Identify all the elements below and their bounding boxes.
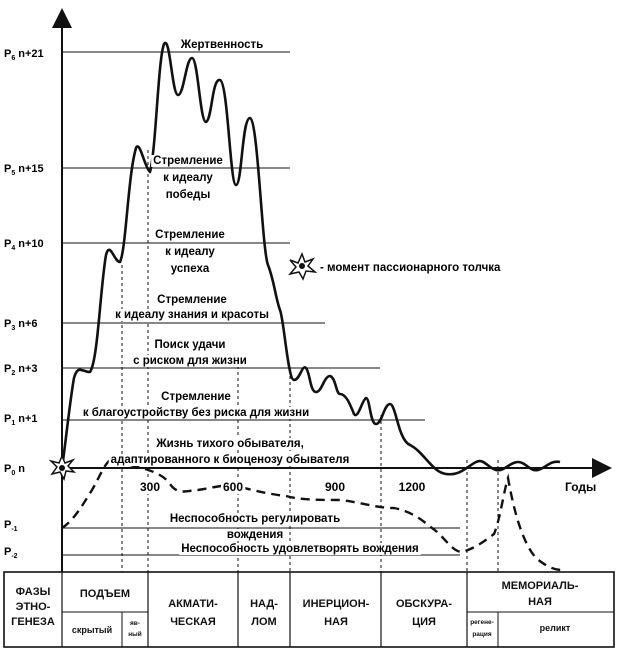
level-p2: $P_2$ n+3 bbox=[4, 363, 38, 377]
phase-nadlom-1: НАД- bbox=[250, 598, 278, 610]
level-p4: $P_4$ n+10 bbox=[4, 238, 44, 252]
label-victory-2: к идеалу bbox=[163, 172, 213, 184]
legend-star-burst-icon bbox=[290, 254, 315, 279]
phases-header-3: ГЕНЕЗА bbox=[11, 616, 55, 628]
level-p1: $P_1$ n+1 bbox=[4, 413, 38, 427]
tick-900: 900 bbox=[324, 480, 346, 494]
phase-memorial-1: МЕМОРИАЛЬ- bbox=[501, 580, 579, 592]
level-p5: $P_5$ n+15 bbox=[4, 163, 44, 177]
phase-podem-open-1: яв- bbox=[130, 620, 140, 627]
phases-text bbox=[11, 580, 579, 638]
tick-1200: 1200 bbox=[398, 480, 426, 494]
phase-nadlom-2: ЛОМ bbox=[251, 616, 277, 628]
level-descriptions bbox=[81, 39, 421, 555]
phase-akmatic-1: АКМАТИ- bbox=[168, 598, 218, 610]
phase-regen-2: рация bbox=[472, 631, 492, 638]
label-welfare-2: к благоустройству без риска для жизни bbox=[82, 407, 310, 419]
label-success-1: Стремление bbox=[155, 229, 225, 241]
label-victory-1: Стремление bbox=[153, 155, 223, 167]
label-philistine-1: Жизнь тихого обывателя, bbox=[156, 438, 304, 450]
label-regulate-2: вождения bbox=[226, 529, 284, 541]
phase-inertion-2: НАЯ bbox=[324, 616, 348, 628]
phase-obscur-1: ОБСКУРА- bbox=[395, 598, 453, 610]
phases-header-2: ЭТНО- bbox=[15, 601, 51, 613]
tick-300: 300 bbox=[139, 480, 161, 494]
level-p0: $P_0$ n bbox=[4, 463, 25, 477]
label-knowledge-1: Стремление bbox=[157, 294, 227, 306]
level-p6: $P_6$ n+21 bbox=[4, 48, 44, 62]
phase-memorial-2: НАЯ bbox=[528, 596, 552, 608]
label-satisfy: Неспособность удовлетворять вождения bbox=[181, 543, 419, 555]
phase-inertion-1: ИНЕРЦИОН- bbox=[302, 598, 370, 610]
level-pm1: $P_{-1}$ bbox=[4, 519, 18, 533]
label-success-2: к идеалу bbox=[165, 246, 215, 258]
label-success-3: успеха bbox=[170, 263, 210, 275]
phase-podem-hidden: скрытый bbox=[71, 625, 113, 635]
star-burst-icon bbox=[51, 456, 74, 479]
label-luck-2: с риском для жизни bbox=[133, 355, 247, 367]
legend-text: - момент пассионарного толчка bbox=[320, 262, 501, 274]
phase-regen-1: регене- bbox=[470, 619, 494, 626]
y-level-labels bbox=[4, 48, 44, 560]
label-philistine-2: адаптированного к биоценозу обывателя bbox=[110, 454, 350, 466]
label-knowledge-2: к идеалу знания и красоты bbox=[115, 309, 269, 321]
phase-relict: реликт bbox=[539, 623, 571, 633]
phase-obscur-2: ЦИЯ bbox=[412, 616, 436, 628]
level-pm2: $P_{-2}$ bbox=[4, 546, 18, 560]
label-welfare-1: Стремление bbox=[161, 391, 231, 403]
phases-header-1: ФАЗЫ bbox=[15, 586, 51, 598]
label-luck-1: Поиск удачи bbox=[154, 339, 226, 351]
level-p3: $P_3$ n+6 bbox=[4, 318, 38, 332]
label-sacrifice: Жертвенность bbox=[180, 39, 264, 51]
tick-600: 600 bbox=[222, 480, 244, 494]
x-axis-label: Годы bbox=[565, 480, 597, 494]
label-regulate-1: Неспособность регулировать bbox=[169, 513, 341, 525]
phase-podem: ПОДЪЕМ bbox=[79, 588, 131, 600]
label-victory-3: победы bbox=[165, 189, 211, 201]
phase-akmatic-2: ЧЕСКАЯ bbox=[170, 616, 216, 628]
x-ticks bbox=[138, 480, 428, 494]
phase-podem-open-2: ный bbox=[128, 631, 142, 638]
